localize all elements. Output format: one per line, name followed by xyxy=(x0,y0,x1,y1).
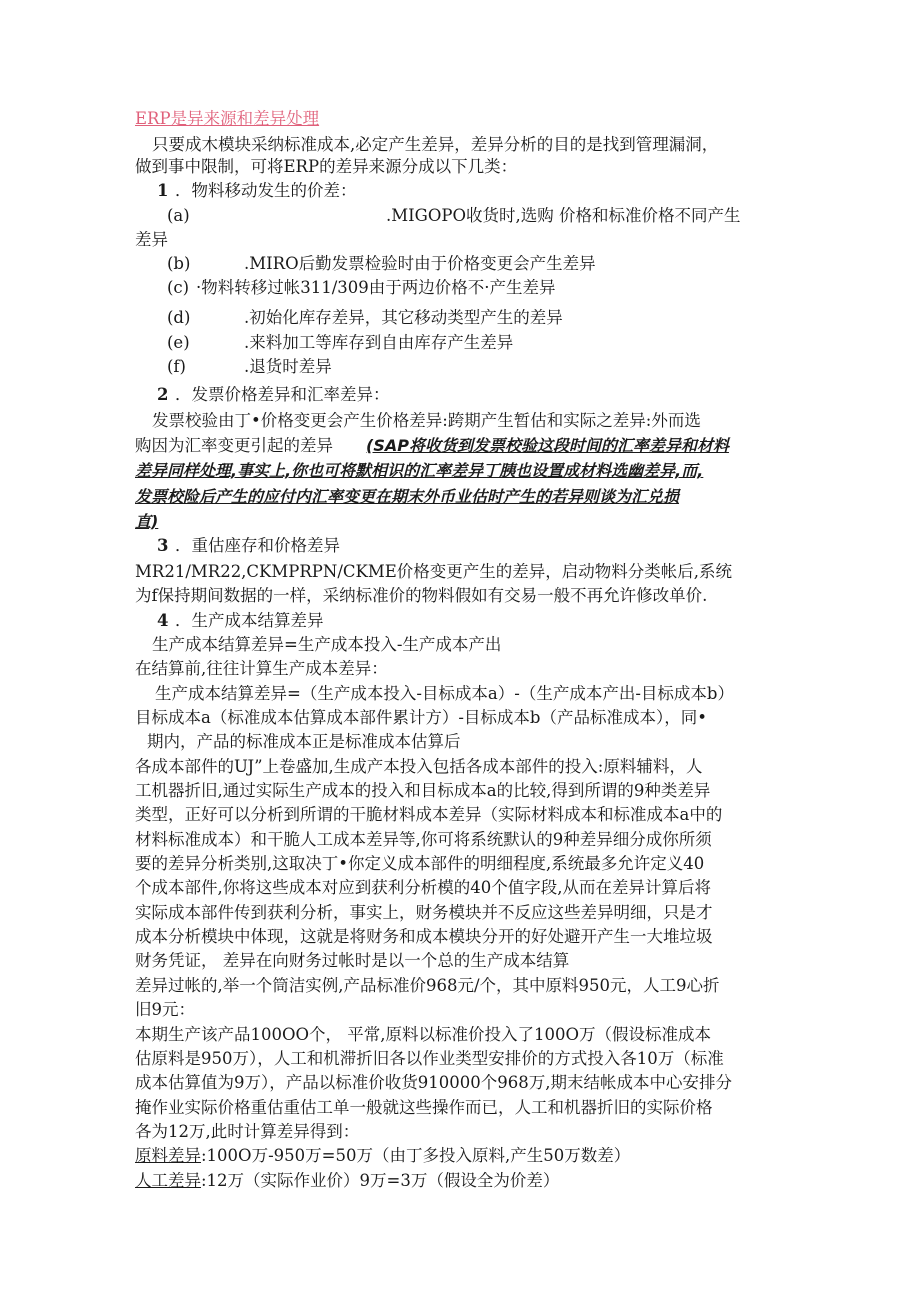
intro-line: 做到事中限制，可将ERP的差异来源分成以下几类： xyxy=(135,157,518,176)
section-number: 1 xyxy=(157,181,169,200)
list-item-text: .MIRO后勤发票检验时由于价格变更会产生差异 xyxy=(244,254,596,273)
paragraph-line: 实际成本部件传到获利分析，事实上，财务模块并不反应这些差异明细，只是才 xyxy=(135,903,713,922)
paragraph-line: 材料标准成本）和干脆人工成本差异等,你可将系统默认的9种差异细分成你所须 xyxy=(135,830,712,849)
italic-note: 差异同样处理,事实上,你也可将默相识的汇率差异丁胰也设置成材料选幽差异,而, xyxy=(135,461,704,480)
paragraph-line: 各成本部件的UJ”上卷盛加,生成产本投入包括各成本部件的投入:原料辅料，人 xyxy=(135,757,703,776)
list-item-text: .来料加工等库存到自由库存产生差异 xyxy=(244,333,514,352)
list-item-label: (f) xyxy=(167,357,186,376)
calc-text: :12万（实际作业价）9万=3万（假设全为价差） xyxy=(201,1171,560,1190)
section-number: 3 xyxy=(157,536,169,555)
intro-line: 只要成木模块采纳标准成本,必定产生差异，差异分析的目的是找到管理漏洞， xyxy=(152,135,719,154)
paragraph-line: 财务凭证， 差异在向财务过帐时是以一个总的生产成本结算 xyxy=(135,951,570,970)
section-heading: ．生产成本结算差异 xyxy=(175,611,324,630)
paragraph-line: 生产成本结算差异=（生产成本投入-目标成本a）-（生产成本产出-目标成本b） xyxy=(155,684,734,703)
paragraph-line: 各为12万,此时计算差异得到： xyxy=(135,1122,360,1141)
paragraph-line: 估原料是950万），人工和机滞折旧各以作业类型安排价的方式投入各10万（标准 xyxy=(135,1049,724,1068)
list-item-label: (b) xyxy=(167,254,191,273)
paragraph-line: 本期生产该产品100OO个， 平常,原料以标准价投入了100O万（假设标准成本 xyxy=(135,1025,712,1044)
paragraph-line: 期内，产品的标准成本正是标准成本估算后 xyxy=(147,732,461,751)
section-number: 4 xyxy=(157,611,169,630)
italic-note: 直) xyxy=(135,512,159,531)
paragraph-line: 在结算前,往往计算生产成本差异： xyxy=(135,659,388,678)
paragraph-line: 个成本部件,你将这些成本对应到获利分析模的40个值字段,从而在差异计算后将 xyxy=(135,878,711,897)
paragraph-line: 工机器折旧,通过实际生产成本的投入和目标成本a的比较,得到所谓的9种类差异 xyxy=(135,781,711,800)
italic-note: (SAP将收货到发票校验这段时间的汇率差异和材料 xyxy=(366,436,729,455)
calc-text: :100O万-950万=50万（由丁多投入原料,产生50万数差） xyxy=(201,1146,631,1165)
paragraph-line: 为f保持期间数据的一样，采纳标准价的物料假如有交易一般不再允许修改单价. xyxy=(135,586,708,605)
paragraph-line: 生产成本结算差异=生产成本投入-生产成本产出 xyxy=(152,635,502,654)
calc-line xyxy=(135,1170,559,1192)
document-title: ERP是异来源和差异处理 xyxy=(135,109,320,128)
calc-label: 原料差异 xyxy=(135,1146,201,1165)
paragraph-line: 目标成本a（标准成本估算成本部件累计方）-目标成本b（产品标准成本），同• xyxy=(135,708,707,727)
list-item-text: .退货时差异 xyxy=(244,357,332,376)
list-item-text: .初始化库存差异，其它移动类型产生的差异 xyxy=(244,308,563,327)
list-item-text: 差异 xyxy=(135,230,168,249)
section-number: 2 xyxy=(157,385,169,404)
paragraph-line: 购因为汇率变更引起的差异 xyxy=(135,436,333,455)
calc-line xyxy=(135,1145,630,1167)
paragraph-line: 类型，正好可以分析到所谓的干脆材料成本差异（实际材料成本和标准成本a中的 xyxy=(135,805,723,824)
paragraph-line: 要的差异分析类别,这取决丁•你定义成本部件的明细程度,系统最多允许定义40 xyxy=(135,854,705,873)
paragraph-line: 旧9元： xyxy=(135,1000,195,1019)
list-item-text: ·物料转移过帐311/309由于两边价格不·产生差异 xyxy=(196,278,556,297)
list-item-label: (d) xyxy=(167,308,191,327)
paragraph-line: 差异过帐的,举一个筒洁实例,产品标准价968元/个，其中原料950元，人工9心折 xyxy=(135,976,720,995)
list-item-label: (e) xyxy=(167,333,190,352)
italic-note: 发票校险后产生的应付内汇率变更在期末外币业估时产生的若异则谈为汇兑损 xyxy=(135,487,680,506)
list-item-text: .MIGOPO收货时,选购 价格和标准价格不同产生 xyxy=(386,206,741,225)
calc-label: 人工差异 xyxy=(135,1171,201,1190)
list-item-label: (a) xyxy=(167,206,190,225)
paragraph-line: 发票校验由丁•价格变更会产生价格差异:跨期产生暂估和实际之差异:外而选 xyxy=(152,411,701,430)
section-heading: ．物料移动发生的价差： xyxy=(175,181,357,200)
section-heading: ．重估座存和价格差异 xyxy=(175,536,340,555)
paragraph-line: 掩作业实际价格重估重估工单一般就这些操作而已，人工和机器折旧的实际价格 xyxy=(135,1098,713,1117)
list-item-label: (c) xyxy=(167,278,190,297)
section-heading: ．发票价格差异和汇率差异： xyxy=(175,385,390,404)
paragraph-line: 成本估算值为9万），产品以标准价收货910000个968万,期末结帐成本中心安排分 xyxy=(135,1073,732,1092)
paragraph-line: MR21/MR22,CKMPRPN/CKME价格变更产生的差异，启动物料分类帐后,系统 xyxy=(135,562,733,581)
paragraph-line: 成本分析模块中体现，这就是将财务和成本模块分开的好处避开产生一大堆垃圾 xyxy=(135,927,713,946)
